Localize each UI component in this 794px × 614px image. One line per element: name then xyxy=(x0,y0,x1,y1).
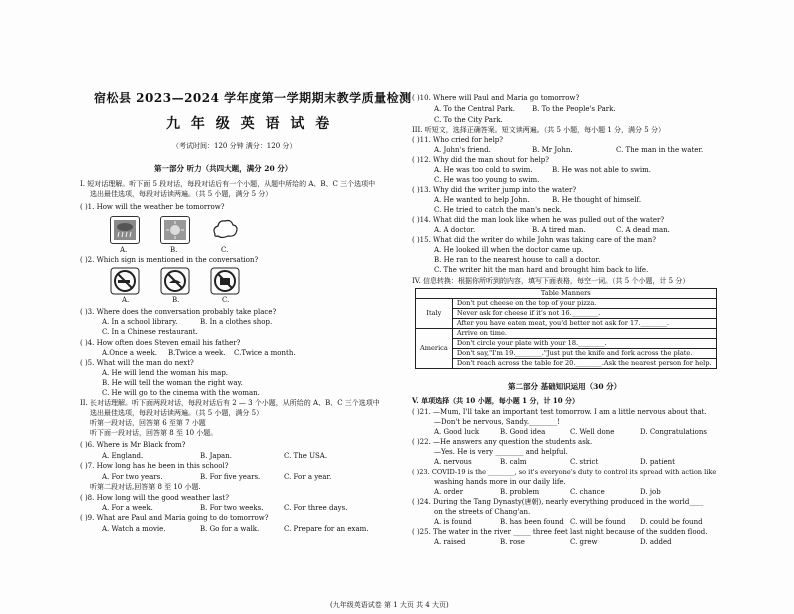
country-italy: Italy xyxy=(416,299,453,329)
q15-option-b: B. He ran to the nearest house to call a doctor. xyxy=(434,256,601,264)
q14-option-a: A. A doctor. xyxy=(434,226,476,234)
q13-option-b: B. He thought of himself. xyxy=(552,196,642,204)
question-2: ( )2. Which sign is mentioned in the conversation? xyxy=(80,256,259,264)
q2-label-c: C. xyxy=(222,296,230,304)
q3-option-b: B. In a clothes shop. xyxy=(200,318,273,326)
question-8: ( )8. How long will the good weather last? xyxy=(80,494,229,502)
italy-rule-1: Don't put cheese on the top of your pizza. xyxy=(452,299,716,309)
america-rule-2: Don't say,"I'm 19.________."Just put the knife and fork across the plate. xyxy=(452,349,716,359)
q4-option-a: A.Once a week. xyxy=(102,349,157,357)
table-row xyxy=(416,299,717,309)
q23-continued: washing hands more in our daily life. xyxy=(434,478,566,486)
sec2-instructions: II. 长对话理解。听下面两段对话，每段对话后有 2 — 3 个小题，从所给的 A、B、C 三个选项中 xyxy=(80,399,380,407)
q4-option-b: B.Twice a week. xyxy=(168,349,226,357)
question-5: ( )5. What will the man do next? xyxy=(80,359,194,367)
q15-option-c: C. The writer hit the man hard and brought him back to life. xyxy=(434,266,649,274)
q8-option-b: B. For two weeks. xyxy=(200,504,264,512)
sec2-instructions-5: 听第二段对话,回答第 8 至 10 小题. xyxy=(90,483,201,491)
question-11: ( )11. Who cried for help? xyxy=(412,136,504,144)
q5-option-c: C. He will go to the cinema with the woman. xyxy=(102,389,260,397)
q7-option-c: C. For a year. xyxy=(284,473,332,481)
question-14: ( )14. What did the man look like when he was pulled out of the water? xyxy=(412,216,665,224)
sec1-instructions: I. 短对话理解。听下面 5 段对话，每段对话后有一个小题，从题中所给的 A、B、C 三个选项中 xyxy=(80,180,376,188)
question-4: ( )4. How often does Steven email his father? xyxy=(80,339,241,347)
cloudy-picture xyxy=(210,216,238,242)
q21-reply: —Don't be nervous, Sandy.________! xyxy=(434,418,560,426)
q25-option-a: A. raised xyxy=(434,538,466,546)
table-row xyxy=(416,329,717,339)
q13-option-a: A. He wanted to help John. xyxy=(434,196,530,204)
table-row xyxy=(416,339,717,349)
no-camera-icon xyxy=(210,267,240,295)
sec4-instructions: IV. 信息转换：根据你所听到的内容，填写下面表格，每空一词。（共 5 个小题，计 5 分） xyxy=(412,277,690,285)
q12-option-a: A. He was too cold to swim. xyxy=(434,166,533,174)
q7-option-b: B. For five years. xyxy=(200,473,261,481)
q6-option-b: B. Japan. xyxy=(200,452,232,460)
rain-picture xyxy=(110,216,140,244)
q8-option-a: A. For a week. xyxy=(102,504,153,512)
q23-option-d: D. job xyxy=(640,488,661,496)
question-12: ( )12. Why did the man shout for help? xyxy=(412,156,549,164)
table-row xyxy=(416,319,717,329)
rain-icon xyxy=(111,217,139,243)
q14-option-b: B. A tired man. xyxy=(532,226,586,234)
q1-label-a: A. xyxy=(120,246,128,254)
italy-rule-2: Never ask for cheese if it's not 16.________. xyxy=(452,309,716,319)
sun-icon xyxy=(161,217,189,243)
q24-option-b: B. has been found xyxy=(500,518,564,526)
q9-option-b: B. Go for a walk. xyxy=(200,525,260,533)
sec2-instructions-4: 听下面一段对话，回答第 8 至 10 小题。 xyxy=(90,429,218,437)
q5-option-a: A. He will lend the woman his map. xyxy=(102,369,229,377)
q21-option-a: A. Good luck xyxy=(434,428,480,436)
q3-option-c: C. In a Chinese restaurant. xyxy=(102,328,198,336)
q10-option-a: A. To the Central Park. xyxy=(434,105,515,113)
table-row xyxy=(416,349,717,359)
q22-reply: —Yes. He is very ________ and helpful. xyxy=(434,448,568,456)
paper-subtitle: 九 年 级 英 语 试 卷 xyxy=(166,116,333,132)
q15-option-a: A. He looked ill when the doctor came up. xyxy=(434,246,584,254)
question-1: ( )1. How will the weather be tomorrow? xyxy=(80,203,225,211)
sec1-instructions-2: 选出最佳选项，每段对话读两遍。（共 5 小题，满分 5 分） xyxy=(90,190,273,198)
q21-option-d: D. Congratulations xyxy=(640,428,707,436)
exam-info: （考试时间：120 分钟 满分：120 分） xyxy=(172,142,297,150)
question-9: ( )9. What are Paul and Maria going to do tomorrow? xyxy=(80,514,269,522)
q24-option-d: D. could be found xyxy=(640,518,703,526)
q13-option-c: C. He tried to catch the man's neck. xyxy=(434,206,562,214)
q22-option-b: B. calm xyxy=(500,458,527,466)
part2-title: 第二部分 基础知识运用（30 分） xyxy=(508,382,622,391)
question-23: ( )23. COVID-19 is the ________, so it's everyone's duty to control its spread with action like xyxy=(412,468,717,476)
table-title: Table Manners xyxy=(416,289,717,299)
q10-option-b: B. To the People's Park. xyxy=(532,105,616,113)
question-7: ( )7. How long has he been in this school? xyxy=(80,462,229,470)
q22-option-c: C. strict xyxy=(570,458,599,466)
q12-option-b: B. He was not able to swim. xyxy=(552,166,652,174)
italy-rule-3: After you have eaten meat, you'd better not ask for 17.________. xyxy=(452,319,716,329)
q6-option-c: C. The USA. xyxy=(284,452,328,460)
q25-option-d: D. added xyxy=(640,538,672,546)
sec2-instructions-2: 选出最佳选项，每段对话读两遍。（共 5 小题，满分 5） xyxy=(90,409,264,417)
page-footer: (九年级英语试卷 第 1 大页 共 4 大页) xyxy=(330,601,449,609)
q23-option-a: A. order xyxy=(434,488,464,496)
no-food-sign xyxy=(160,267,190,299)
sec5-instructions: V. 单项选择（共 10 小题，每小题 1 分，计 10 分） xyxy=(412,396,580,405)
q3-option-a: A. In a school library. xyxy=(102,318,178,326)
no-smoking-sign xyxy=(110,267,140,299)
question-6: ( )6. Where is Mr Black from? xyxy=(80,441,186,449)
q14-option-c: C. A dead man. xyxy=(616,226,670,234)
sec2-instructions-3: 听第一段对话，回答第 6 至第 7 小题 xyxy=(90,419,206,427)
q2-label-b: B. xyxy=(172,296,180,304)
q11-option-b: B. Mr John. xyxy=(532,146,573,154)
no-smoking-icon xyxy=(110,267,140,295)
q22-option-d: D. patient xyxy=(640,458,675,466)
q5-option-b: B. He will tell the woman the right way. xyxy=(102,379,243,387)
q11-option-c: C. The man in the water. xyxy=(616,146,704,154)
q24-continued: on the streets of Chang'an. xyxy=(434,508,531,516)
part1-title: 第一部分 听力（共四大题，满分 20 分） xyxy=(154,164,293,173)
q1-label-b: B. xyxy=(170,246,178,254)
q21-option-c: C. Well done xyxy=(570,428,615,436)
table-row xyxy=(416,309,717,319)
q12-option-c: C. He was too young to swim. xyxy=(434,176,540,184)
sunny-picture xyxy=(160,216,190,244)
q24-option-a: A. is found xyxy=(434,518,472,526)
q23-option-c: C. chance xyxy=(570,488,605,496)
america-rule-0: Arrive on time. xyxy=(452,329,716,339)
q6-option-a: A. England. xyxy=(102,452,144,460)
question-15: ( )15. What did the writer do while John was taking care of the man? xyxy=(412,236,656,244)
no-food-icon xyxy=(160,267,190,295)
q24-option-c: C. will be found xyxy=(570,518,626,526)
america-rule-1: Don't circle your plate with your 18.________. xyxy=(452,339,716,349)
question-22: ( )22. —He answers any question the students ask. xyxy=(412,438,593,446)
cloud-icon xyxy=(210,216,240,242)
q4-option-c: C.Twice a month. xyxy=(234,349,296,357)
q25-option-b: B. rose xyxy=(500,538,525,546)
q22-option-a: A. nervous xyxy=(434,458,472,466)
no-photo-sign xyxy=(210,267,240,299)
country-america: America xyxy=(416,329,453,369)
question-24: ( )24. During the Tang Dynasty(唐朝), nearly everything produced in the world____ xyxy=(412,498,704,506)
question-21: ( )21. —Mum, I'll take an important test tomorrow. I am a little nervous about that. xyxy=(412,408,707,416)
q25-option-c: C. grew xyxy=(570,538,598,546)
question-25: ( )25. The water in the river _____ three feet last night because of the sudden flood. xyxy=(412,528,708,536)
q9-option-a: A. Watch a movie. xyxy=(102,525,166,533)
q21-option-b: B. Good idea xyxy=(500,428,546,436)
q7-option-a: A. For two years. xyxy=(102,473,163,481)
america-rule-3: Don't reach across the table for 20.________.Ask the nearest person for help. xyxy=(452,359,716,369)
table-row xyxy=(416,359,717,369)
question-3: ( )3. Where does the conversation probably take place? xyxy=(80,308,277,316)
q23-option-b: B. problem xyxy=(500,488,540,496)
q9-option-c: C. Prepare for an exam. xyxy=(284,525,369,533)
q1-label-c: C. xyxy=(221,246,229,254)
q10-option-c: C. To the City Park. xyxy=(434,116,503,124)
table-row xyxy=(416,289,717,299)
q11-option-a: A. John's friend. xyxy=(434,146,491,154)
q2-label-a: A. xyxy=(122,296,130,304)
q8-option-c: C. For three days. xyxy=(284,504,348,512)
question-10: ( )10. Where will Paul and Maria go tomorrow? xyxy=(412,94,580,102)
sec3-instructions: III. 听短文，选择正确答案。短文读两遍。（共 5 小题，每小题 1 分，满分 5 分） xyxy=(412,126,665,134)
table-manners xyxy=(415,288,717,369)
exam-title: 宿松县 2023—2024 学年度第一学期期末教学质量检测 xyxy=(94,91,412,105)
question-13: ( )13. Why did the writer jump into the water? xyxy=(412,186,577,194)
